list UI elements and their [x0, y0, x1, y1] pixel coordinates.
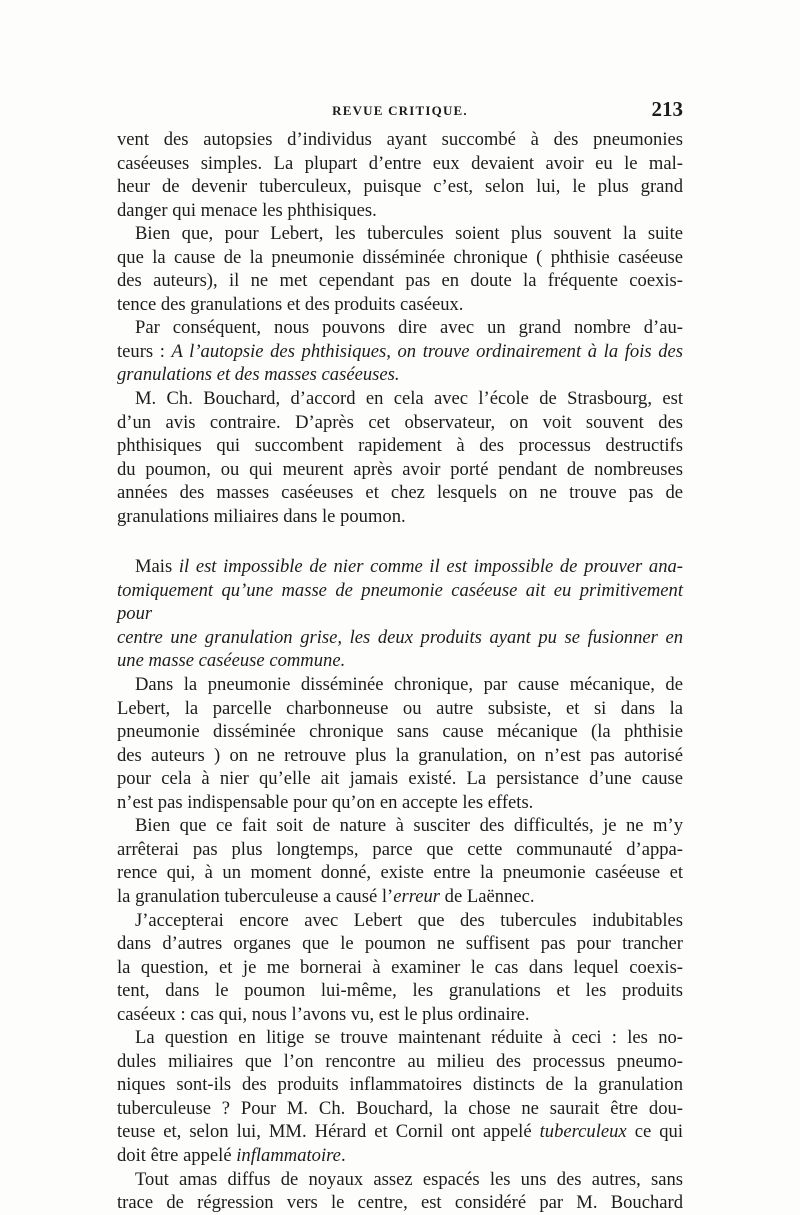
paragraph-3-italic-2: granulations et des masses caséeuses.	[117, 364, 400, 386]
paragraph-10-line-1: Tout amas diffus de noyaux assez espacés les uns des autres, sans	[135, 1168, 683, 1190]
paragraph-8-line-1: J’accepterai encore avec Lebert que des tubercules indubitables	[135, 909, 683, 931]
paragraph-7-text-b: de Laënnec.	[440, 885, 535, 907]
paragraph-5-line-3	[117, 626, 683, 650]
paragraph-3-line-3	[117, 363, 683, 387]
running-title: REVUE CRITIQUE.	[332, 103, 468, 118]
paragraph-9-text-a: teuse et, selon lui, MM. Hérard et Cornil ont appelé	[117, 1121, 540, 1143]
paragraph-8-line-5: caséeux : cas qui, nous l’avons vu, est le plus ordinaire.	[117, 1003, 530, 1025]
paragraph-6-line-6: n’est pas indispensable pour qu’on en accepte les effets.	[117, 791, 534, 813]
body-text	[117, 128, 683, 1215]
paragraph-7-italic: erreur	[393, 885, 441, 907]
paragraph-5-line-4	[117, 649, 683, 673]
paragraph-6-line-2: Lebert, la parcelle charbonneuse ou autre subsiste, et si dans la	[117, 697, 683, 719]
paragraph-8-line-2: dans d’autres organes que le poumon ne suffisent pas pour trancher	[117, 933, 683, 955]
paragraph-6-line-3: pneumonie disséminée chronique sans cause mécanique (la phthisie	[117, 721, 683, 743]
paragraph-2-line-2: que la cause de la pneumonie disséminée chronique ( phthisie caséeuse	[117, 246, 683, 268]
paragraph-8-line-4: tent, dans le poumon lui-même, les granulations et les produits	[117, 980, 683, 1002]
paragraph-5-italic-1: il est impossible de nier comme il est impossible de prouver ana-	[178, 556, 683, 578]
paragraph-3-lead: teurs :	[117, 340, 172, 362]
paragraph-1-line-3: heur de devenir tuberculeux, puisque c’est, selon lui, le plus grand	[117, 176, 683, 198]
paragraph-5-lead: Mais	[135, 556, 179, 578]
paragraph-9-line-1: La question en litige se trouve maintenant réduite à ceci : les no-	[135, 1027, 683, 1049]
paragraph-10-line-2: trace de régression vers le centre, est considéré par M. Bouchard	[117, 1192, 683, 1214]
paragraph-9-line-6	[117, 1144, 683, 1168]
paragraph-6-line-4: des auteurs ) on ne retrouve plus la granulation, on n’est pas autorisé	[117, 744, 683, 766]
paragraph-2-line-3: des auteurs), il ne met cependant pas en doute la fréquente coexis-	[117, 270, 683, 292]
paragraph-4-line-6: granulations miliaires dans le poumon.	[117, 505, 406, 527]
paragraph-9-text-b: ce qui	[626, 1121, 684, 1143]
paragraph-9-text-c: doit être appelé	[117, 1144, 237, 1166]
paragraph-7-line-3: rence qui, à un moment donné, existe entre la pneumonie caséeuse et	[117, 862, 683, 884]
paragraph-3-italic-1: A l’autopsie des phthisiques, on trouve ordinairement à la fois des	[171, 340, 683, 362]
paragraph-9-italic-1: tuberculeux	[539, 1121, 627, 1143]
paragraph-6-line-5: pour cela à nier qu’elle ait jamais existé. La persistance d’une cause	[117, 768, 683, 790]
paragraph-4-line-2: d’un avis contraire. D’après cet observateur, on voit souvent des	[117, 411, 683, 433]
paragraph-4-line-4: du poumon, ou qui meurent après avoir porté pendant de nombreuses	[117, 458, 683, 480]
paragraph-2-line-1: Bien que, pour Lebert, les tubercules soient plus souvent la suite	[135, 223, 683, 245]
paragraph-4-line-5: années des masses caséeuses et chez lesquels on ne trouve pas de	[117, 482, 683, 504]
paragraph-1-line-4: danger qui menace les phthisiques.	[117, 199, 377, 221]
paragraph-8-line-3: la question, et je me bornerai à examiner le cas dans lequel coexis-	[117, 956, 683, 978]
paragraph-9-line-3: niques sont-ils des produits inflammatoires distincts de la granulation	[117, 1074, 683, 1096]
paragraph-5-line-1	[117, 555, 683, 579]
page-number: 213	[651, 97, 683, 121]
paragraph-9-line-2: dules miliaires que l’on rencontre au milieu des processus pneumo-	[117, 1050, 683, 1072]
paragraph-7-line-4	[117, 885, 683, 909]
paragraph-2-line-4: tence des granulations et des produits caséeux.	[117, 293, 464, 315]
paragraph-5-line-2	[117, 579, 683, 626]
paragraph-1-line-1: vent des autopsies d’individus ayant succombé à des pneumonies	[117, 129, 683, 150]
paragraph-7-text-a: la granulation tuberculeuse a causé l’	[117, 885, 394, 907]
paragraph-7-line-2: arrêterai pas plus longtemps, parce que cette communauté d’appa-	[117, 838, 683, 860]
paragraph-3-line-1: Par conséquent, nous pouvons dire avec un grand nombre d’au-	[135, 317, 683, 339]
page-header	[117, 97, 683, 127]
paragraph-4-line-3: phthisiques qui succombent rapidement à des processus destructifs	[117, 435, 683, 457]
paragraph-9-line-4: tuberculeuse ? Pour M. Ch. Bouchard, la chose ne saurait être dou-	[117, 1097, 683, 1119]
paragraph-3-line-2	[117, 340, 683, 364]
paragraph-1-line-2: caséeuses simples. La plupart d’entre eux devaient avoir eu le mal-	[117, 152, 683, 174]
paragraph-5-italic-4: une masse caséeuse commune.	[117, 650, 346, 672]
paragraph-9-line-5	[117, 1120, 683, 1144]
paragraph-6-line-1: Dans la pneumonie disséminée chronique, par cause mécanique, de	[135, 674, 683, 696]
paragraph-4-line-1: M. Ch. Bouchard, d’accord en cela avec l’école de Strasbourg, est	[135, 388, 683, 410]
paragraph-7-line-1: Bien que ce fait soit de nature à susciter des difficultés, je ne m’y	[135, 815, 683, 837]
paragraph-5-italic-3: centre une granulation grise, les deux produits ayant pu se fusionner en	[117, 626, 683, 648]
paragraph-9-text-d: .	[340, 1144, 346, 1166]
paragraph-5-italic-2: tomiquement qu’une masse de pneumonie caséeuse ait eu primitivement pour	[117, 579, 683, 625]
paragraph-9-italic-2: inflammatoire	[236, 1144, 341, 1166]
